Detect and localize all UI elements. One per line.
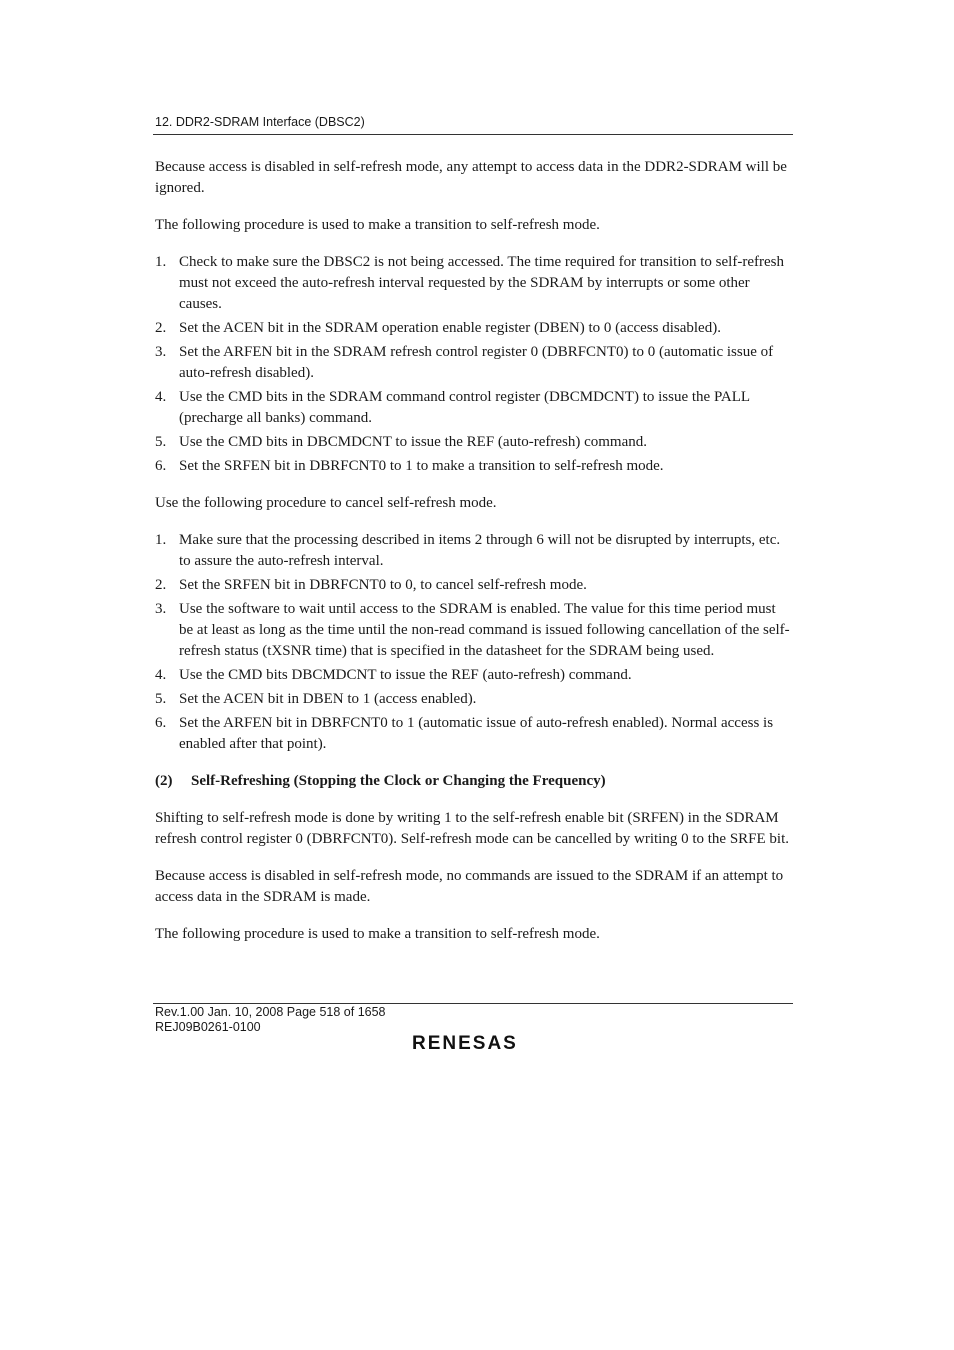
list-item-number: 1. xyxy=(155,532,167,548)
list-item-text: Make sure that the processing described in items 2 through 6 will not be disrupted by interrupts, etc. to assure the auto-refresh interval. xyxy=(179,532,781,569)
list-item-text: Check to make sure the DBSC2 is not being accessed. The time required for transition to self-refresh must not exceed the auto-refresh interval requested by the SDRAM by interrupts or some other causes. xyxy=(179,254,784,312)
footer-revision: Rev.1.00 Jan. 10, 2008 Page 518 of 1658 xyxy=(155,1005,386,1019)
list-item-number: 6. xyxy=(155,458,167,474)
cancel-procedure-list xyxy=(155,530,793,755)
list-item-number: 2. xyxy=(155,320,167,336)
section-heading xyxy=(155,771,793,792)
list-item-text: Set the SRFEN bit in DBRFCNT0 to 0, to cancel self-refresh mode. xyxy=(179,577,587,593)
list-item xyxy=(155,575,793,596)
list-item xyxy=(155,530,793,572)
list-item-number: 2. xyxy=(155,577,167,593)
list-item xyxy=(155,318,793,339)
footer-rule xyxy=(153,1003,793,1004)
running-header xyxy=(155,114,793,130)
list-item-number: 6. xyxy=(155,715,167,731)
header-rule xyxy=(153,134,793,135)
paragraph-5: Because access is disabled in self-refresh mode, no commands are issued to the SDRAM if an attempt to access data in the SDRAM is made. xyxy=(155,868,784,905)
list-item-text: Use the CMD bits in DBCMDCNT to issue the REF (auto-refresh) command. xyxy=(179,434,648,450)
list-item xyxy=(155,689,793,710)
header-section-title: 12. DDR2-SDRAM Interface (DBSC2) xyxy=(155,115,365,129)
footer-document-id: REJ09B0261-0100 xyxy=(155,1020,261,1034)
list-item xyxy=(155,713,793,755)
list-item-number: 5. xyxy=(155,691,167,707)
list-item-text: Set the ARFEN bit in DBRFCNT0 to 1 (automatic issue of auto-refresh enabled). Normal access is enabled after that point). xyxy=(179,715,774,752)
list-item-number: 1. xyxy=(155,254,167,270)
paragraph-1: Because access is disabled in self-refresh mode, any attempt to access data in the DDR2-SDRAM will be ignored. xyxy=(155,159,787,196)
paragraph-3: Use the following procedure to cancel self-refresh mode. xyxy=(155,495,497,511)
list-item-number: 3. xyxy=(155,601,167,617)
list-item xyxy=(155,432,793,453)
list-item-text: Set the ARFEN bit in the SDRAM refresh control register 0 (DBRFCNT0) to 0 (automatic issue of auto-refresh disabled). xyxy=(179,344,774,381)
list-item-text: Use the CMD bits in the SDRAM command control register (DBCMDCNT) to issue the PALL (precharge all banks) command. xyxy=(179,389,750,426)
list-item-text: Use the CMD bits DBCMDCNT to issue the REF (auto-refresh) command. xyxy=(179,667,632,683)
renesas-logo: RENESAS xyxy=(412,1033,518,1054)
list-item-number: 4. xyxy=(155,389,167,405)
transition-procedure-list xyxy=(155,252,793,477)
list-item-text: Set the ACEN bit in DBEN to 1 (access enabled). xyxy=(179,691,477,707)
page-content xyxy=(155,157,793,961)
list-item xyxy=(155,387,793,429)
section-heading-title: Self-Refreshing (Stopping the Clock or Changing the Frequency) xyxy=(191,773,606,789)
list-item xyxy=(155,456,793,477)
page-footer xyxy=(155,1005,793,1035)
list-item xyxy=(155,599,793,662)
paragraph-4: Shifting to self-refresh mode is done by writing 1 to the self-refresh enable bit (SRFEN) in the SDRAM refresh control register 0 (DBRFCNT0). Self-refresh mode can be cancelled by writing 0 to the SRFE bit. xyxy=(155,810,790,847)
section-heading-number: (2) xyxy=(155,773,173,789)
list-item-text: Set the SRFEN bit in DBRFCNT0 to 1 to make a transition to self-refresh mode. xyxy=(179,458,664,474)
list-item-number: 5. xyxy=(155,434,167,450)
list-item-number: 3. xyxy=(155,344,167,360)
list-item-text: Set the ACEN bit in the SDRAM operation enable register (DBEN) to 0 (access disabled). xyxy=(179,320,721,336)
list-item xyxy=(155,342,793,384)
paragraph-2: The following procedure is used to make a transition to self-refresh mode. xyxy=(155,217,600,233)
list-item xyxy=(155,665,793,686)
list-item xyxy=(155,252,793,315)
paragraph-6: The following procedure is used to make a transition to self-refresh mode. xyxy=(155,926,600,942)
list-item-number: 4. xyxy=(155,667,167,683)
list-item-text: Use the software to wait until access to the SDRAM is enabled. The value for this time period must be at least as long as the time until the non-read command is issued following cancellation of the self-refresh status (tXSNR time) that is specified in the datasheet for the SDRAM being used. xyxy=(179,601,790,659)
